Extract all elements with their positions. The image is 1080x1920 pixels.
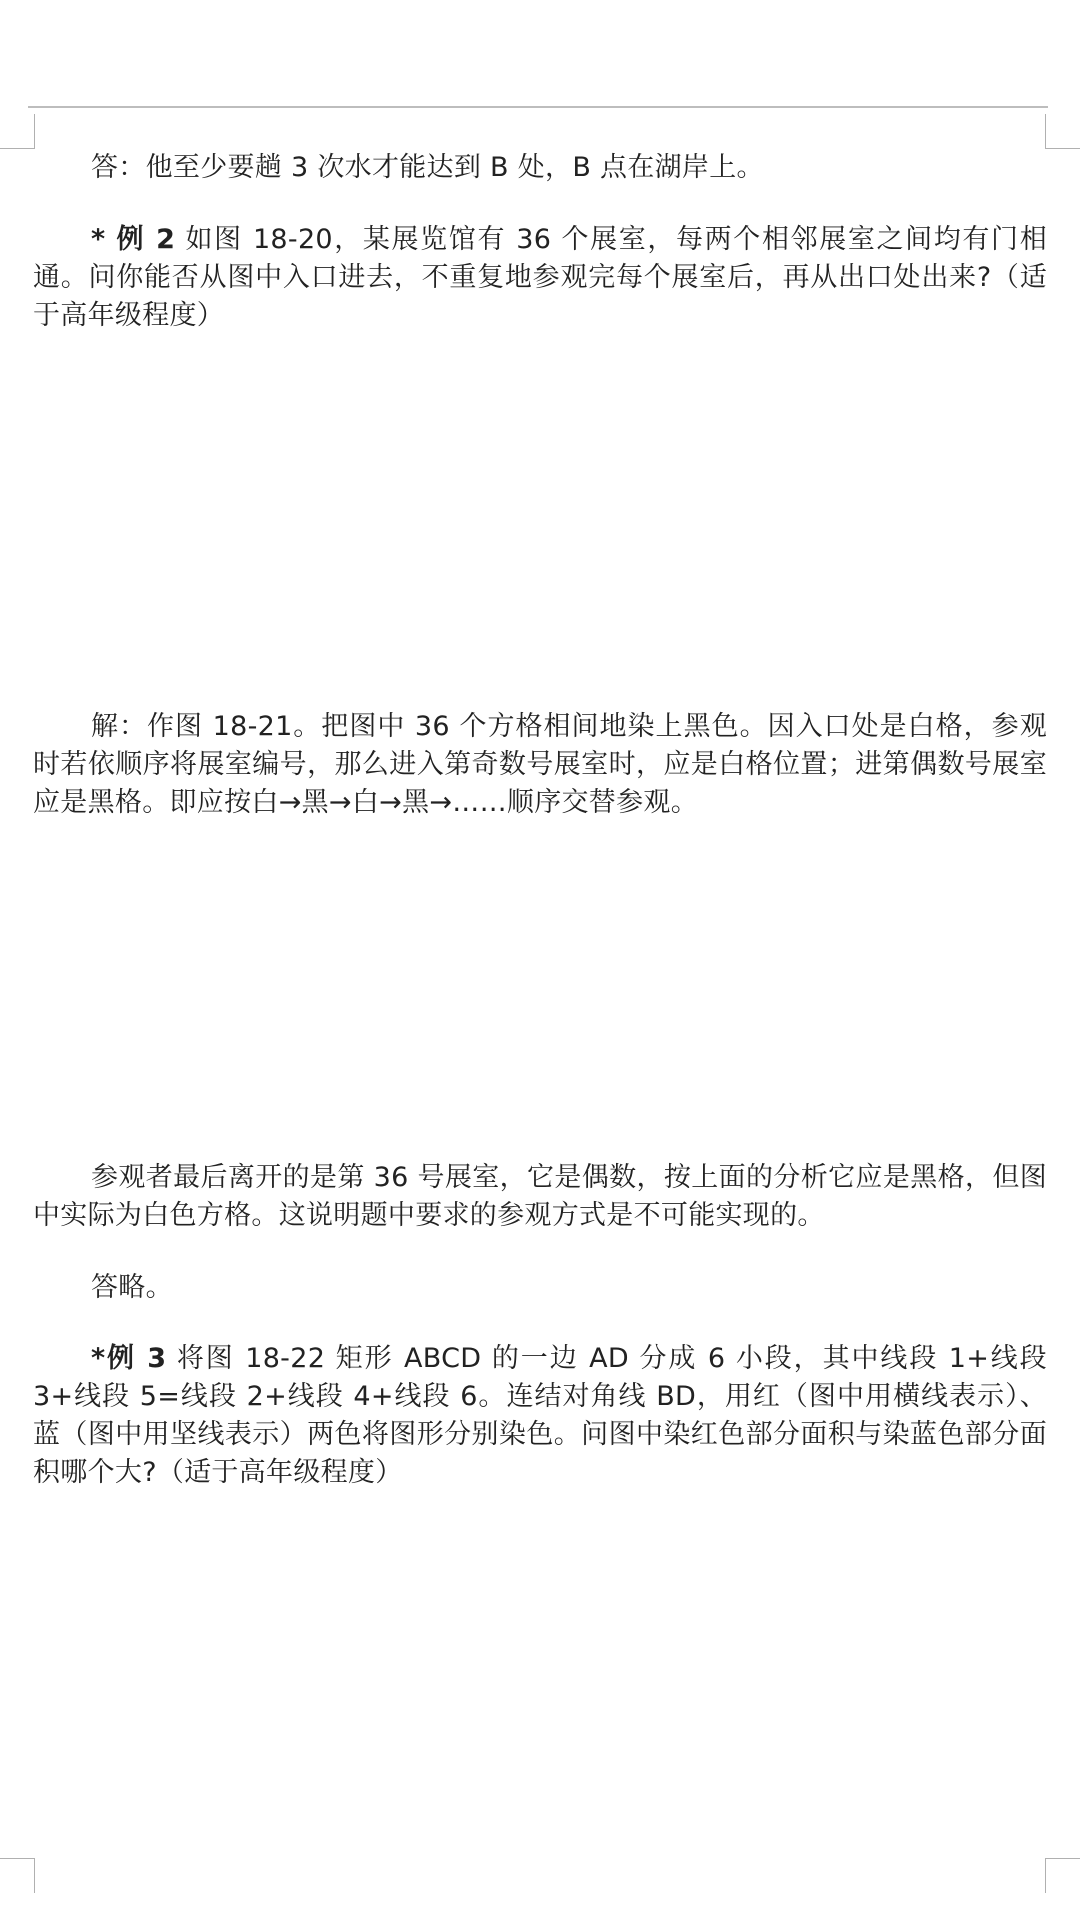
example-2-label: * 例 2 bbox=[91, 224, 176, 255]
solution-2-paragraph: 解：作图 18-21。把图中 36 个方格相间地染上黑色。因入口处是白格，参观时若依顺序将展室编号，那么进入第奇数号展室时，应是白格位置；进第偶数号展室应是黑格。即应按白→黑→白→黑→……顺序交替参观。 bbox=[33, 711, 1047, 818]
crop-mark-bottom-right bbox=[1045, 1858, 1080, 1893]
header-rule bbox=[28, 106, 1048, 108]
example-3-paragraph bbox=[33, 1340, 1047, 1492]
crop-mark-bottom-left bbox=[0, 1858, 35, 1893]
answer-paragraph-1: 答：他至少要趟 3 次水才能达到 B 处，B 点在湖岸上。 bbox=[91, 152, 764, 183]
example-2-paragraph bbox=[33, 221, 1047, 335]
conclusion-2-paragraph: 参观者最后离开的是第 36 号展室，它是偶数，按上面的分析它应是黑格，但图中实际为白色方格。这说明题中要求的参观方式是不可能实现的。 bbox=[33, 1162, 1047, 1231]
answer-paragraph-2: 答略。 bbox=[91, 1272, 173, 1303]
crop-mark-top-right bbox=[1045, 114, 1080, 149]
crop-mark-top-left bbox=[0, 114, 35, 149]
example-2-text: 如图 18-20，某展览馆有 36 个展室，每两个相邻展室之间均有门相通。问你能否从图中入口进去，不重复地参观完每个展室后，再从出口处出来?（适于高年级程度） bbox=[33, 224, 1047, 331]
example-3-text: 将图 18-22 矩形 ABCD 的一边 AD 分成 6 小段，其中线段 1+线段 3+线段 5=线段 2+线段 4+线段 6。连结对角线 BD，用红（图中用横线表示）、蓝（图中用坚线表示）两色将图形分别染色。问图中染红色部分面积与染蓝色部分面积哪个大?（适于高年级程度） bbox=[33, 1343, 1047, 1488]
example-3-label: *例 3 bbox=[91, 1343, 167, 1374]
